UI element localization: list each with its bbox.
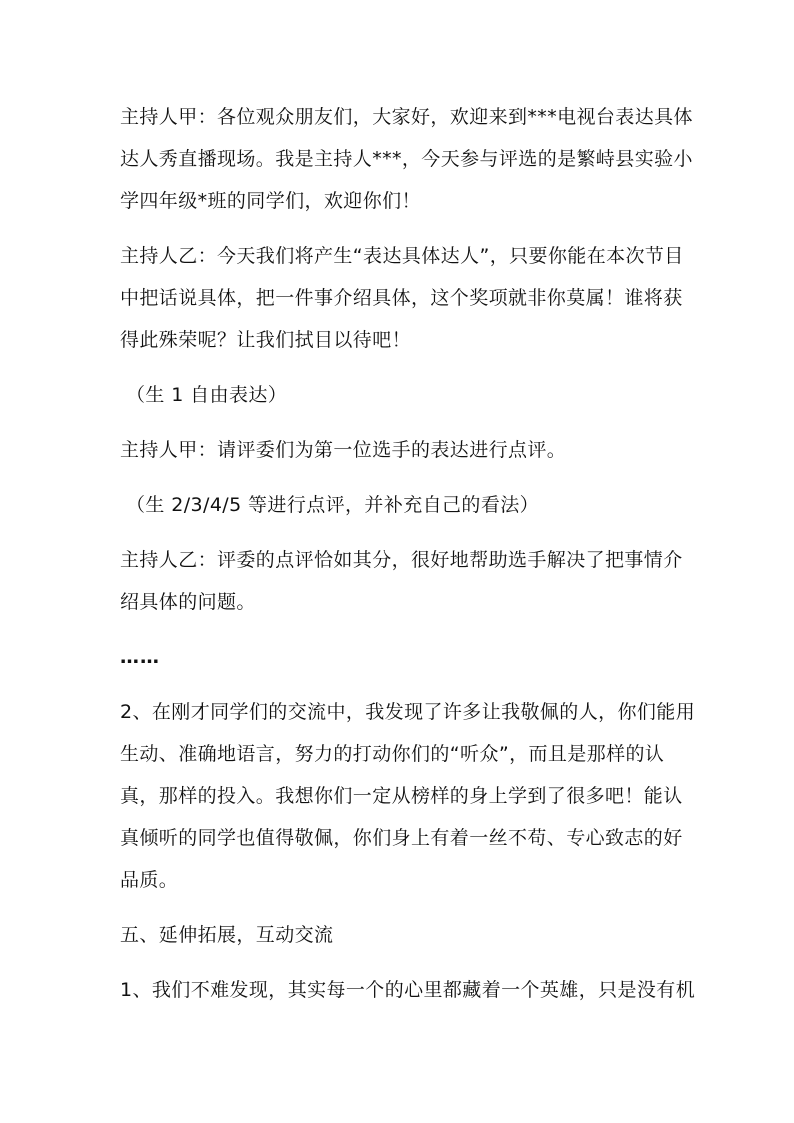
host-b-comment-line-1: 主持人乙：评委的点评恰如其分，很好地帮助选手解决了把事情介	[120, 549, 683, 571]
section-5-heading: 五、延伸拓展，互动交流	[120, 924, 334, 946]
host-a-greeting-line-3: 学四年级*班的同学们，欢迎你们！	[120, 190, 421, 212]
host-b-comment-line-2: 绍具体的问题。	[120, 591, 256, 613]
paragraph-2-line-1: 2、在刚才同学们的交流中，我发现了许多让我敬佩的人，你们能用	[120, 701, 696, 723]
host-a-greeting-line-2: 达人秀直播现场。我是主持人***，今天参与评选的是繁峙县实验小	[120, 148, 693, 170]
paragraph-2-line-2: 生动、准确地语言，努力的打动你们的“听众”，而且是那样的认	[120, 743, 665, 765]
paragraph-1-line-1: 1、我们不难发现，其实每一个的心里都藏着一个英雄，只是没有机	[120, 979, 696, 1001]
host-b-intro-line-1: 主持人乙：今天我们将产生“表达具体达人”，只要你能在本次节目	[120, 245, 684, 267]
student-1-note: （生 1 自由表达）	[126, 384, 288, 406]
ellipsis-separator: ……	[120, 646, 160, 668]
paragraph-2-line-5: 品质。	[120, 869, 179, 891]
host-b-intro-line-2: 中把话说具体，把一件事介绍具体，这个奖项就非你莫属！谁将获	[120, 287, 683, 309]
host-a-judges-line: 主持人甲：请评委们为第一位选手的表达进行点评。	[120, 439, 567, 461]
paragraph-2-line-3: 真，那样的投入。我想你们一定从榜样的身上学到了很多吧！能认	[120, 785, 683, 807]
paragraph-2-line-4: 真倾听的同学也值得敬佩，你们身上有着一丝不苟、专心致志的好	[120, 827, 683, 849]
host-b-intro-line-3: 得此殊荣呢？让我们拭目以待吧！	[120, 329, 412, 351]
students-review-note: （生 2/3/4/5 等进行点评，并补充自己的看法）	[126, 494, 540, 516]
host-a-greeting-line-1: 主持人甲：各位观众朋友们，大家好，欢迎来到***电视台表达具体	[120, 106, 693, 128]
